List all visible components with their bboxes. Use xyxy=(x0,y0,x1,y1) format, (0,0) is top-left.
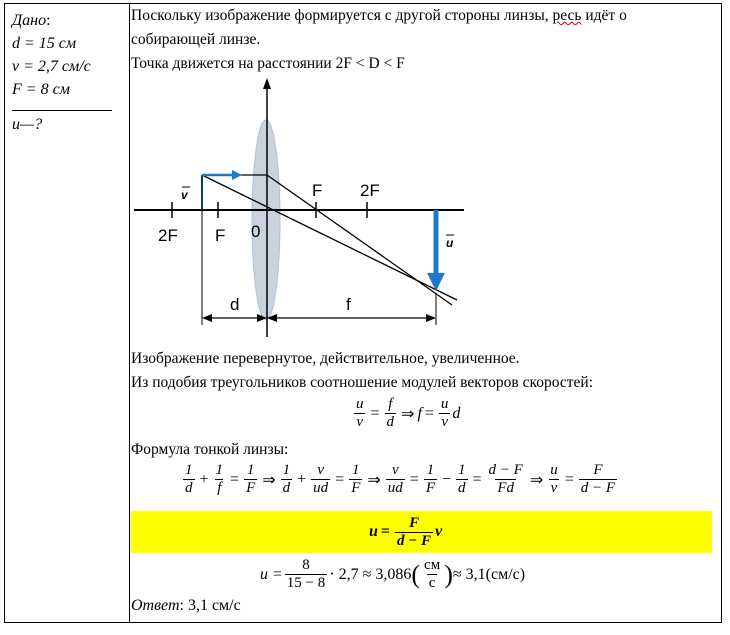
thin-lens-equation: 1 d + $\frac{1}{f}$ = $\frac{1}{F}$ ⇒ 1 d + $\frac{v}{ud}$ = $\frac{1}{F}$ ⇒ $\frac{v}{ud}$ = $\frac{1}{F}$ − $\frac{1}{d}$ = $\frac{d - F}{Fd}$ ⇒ $\frac{u}{v}$ = $\frac{F}{d - F}$ xyxy=(185,462,616,496)
label-F-left: F xyxy=(215,226,226,245)
given-d: d = 15 см xyxy=(12,35,77,52)
label-0: 0 xyxy=(251,222,261,241)
solution-line-2: собирающей линзе. xyxy=(131,31,261,48)
lens-shape xyxy=(252,120,280,320)
lens-axis-arrow-up xyxy=(263,78,271,89)
label-2F-left: 2F xyxy=(158,226,178,245)
v-vector-label: v xyxy=(181,188,188,202)
velocity-ratio-equation: $\frac{u}{v}$ = $\frac{f}{d}$ ⇒ f = $\frac{u}{v}$ d xyxy=(356,396,461,430)
solution-line-1: Поскольку изображение формируется с другой стороны линзы, ресь идёт о xyxy=(131,7,627,24)
lens-diagram xyxy=(130,75,470,345)
label-2F-right: 2F xyxy=(360,181,380,200)
solution-line-3: Точка движется на расстоянии 2F < D < F xyxy=(131,55,405,72)
label-F-right: F xyxy=(312,181,323,200)
numeric-calculation: u = $\frac{8}{15 - 8}$ · 2,7 ≈ 3,086 ( см с ) ≈ 3,1(см/с) xyxy=(260,557,526,591)
u-vector-label: u xyxy=(446,236,454,250)
highlighted-formula: u = $\frac{F}{d - F}$ v xyxy=(131,511,712,553)
answer: Ответ: 3,1 см/с xyxy=(131,597,241,614)
label-f: f xyxy=(346,295,351,314)
similarity-text: Из подобия треугольников соотношение модулей векторов скоростей: xyxy=(131,374,594,391)
find-u: u—? xyxy=(12,116,43,133)
given-v: v = 2,7 см/с xyxy=(12,58,91,75)
image-description: Изображение перевернутое, действительное, увеличенное. xyxy=(131,350,520,367)
given-separator xyxy=(12,110,112,111)
given-F: F = 8 см xyxy=(12,81,70,98)
label-d: d xyxy=(230,295,240,314)
given-title: Дано xyxy=(12,12,47,29)
given-column: Дано: d = 15 см v = 2,7 см/с F = 8 см u—? xyxy=(12,9,124,136)
lens-formula-title: Формула тонкой линзы: xyxy=(131,441,289,458)
